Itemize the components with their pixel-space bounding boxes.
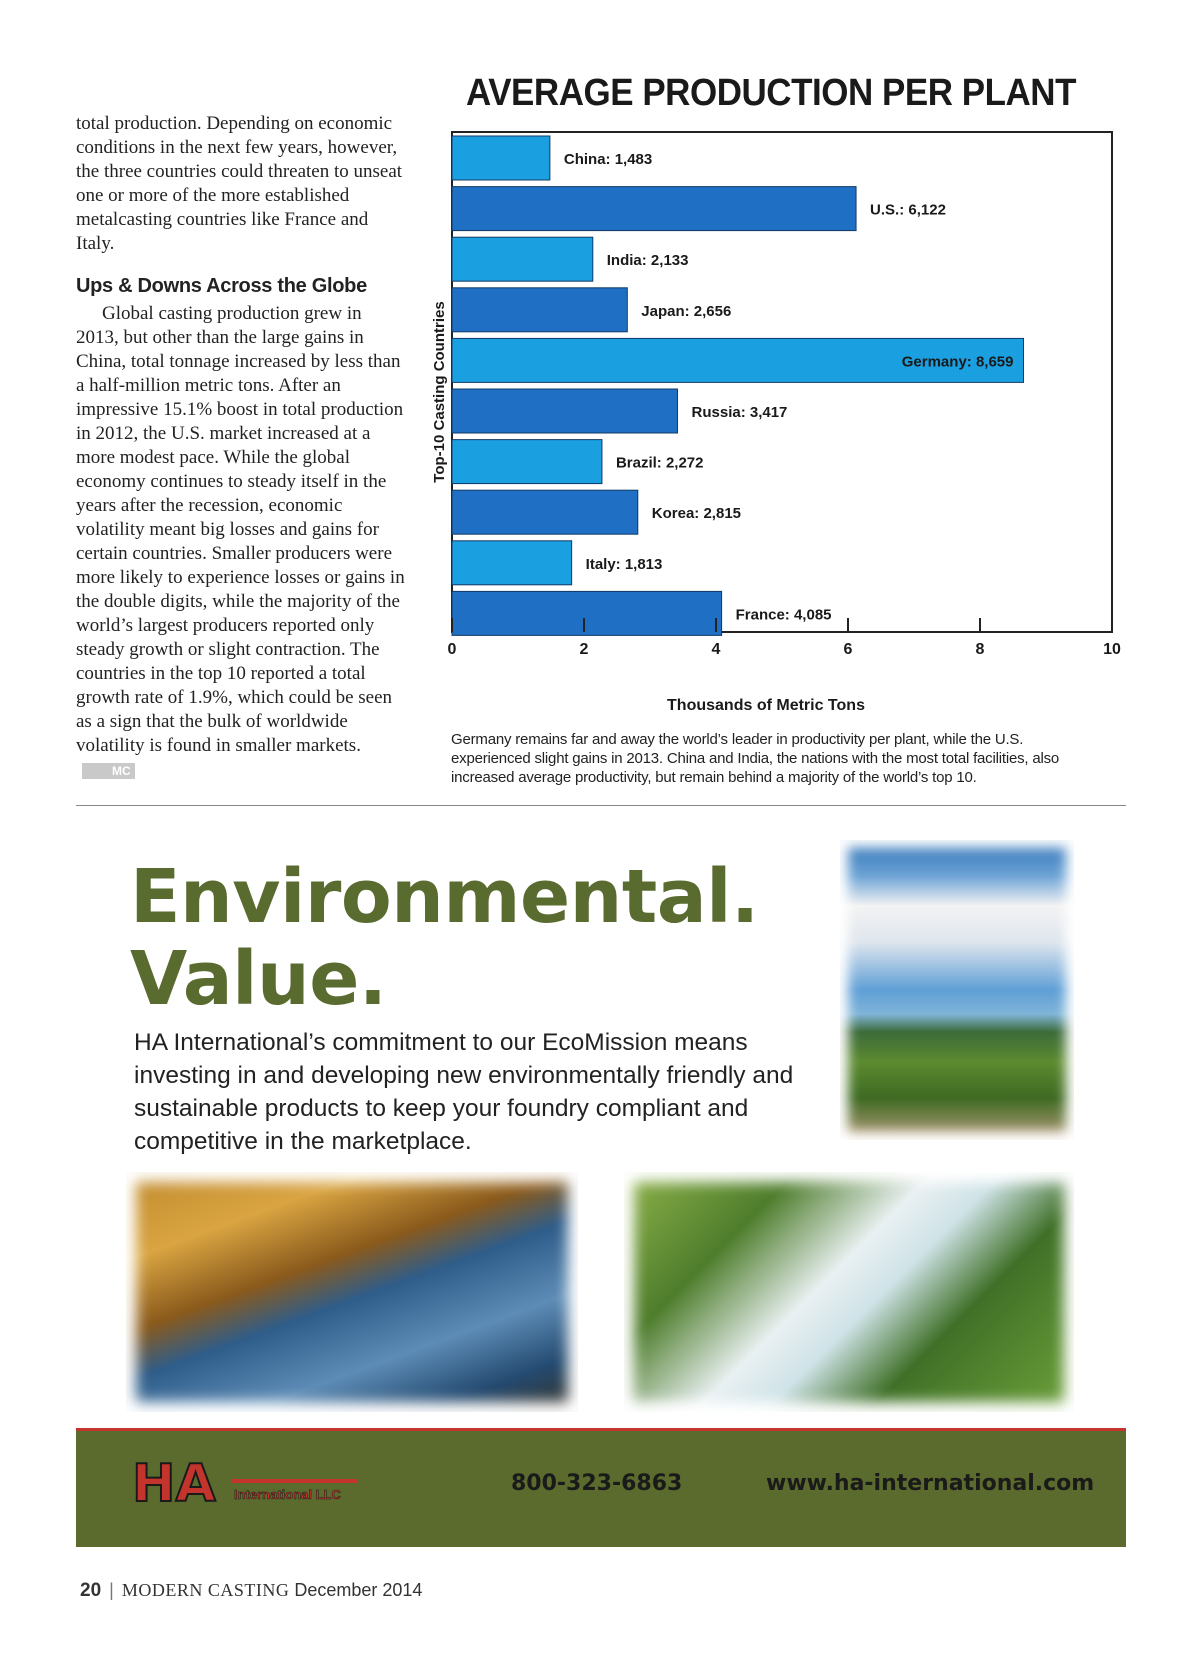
x-tick-label: 10 <box>1103 641 1121 658</box>
x-tick-label: 0 <box>447 641 457 658</box>
chart-caption: Germany remains far and away the world’s leader in productivity per plant, while the U.S. experienced slight gains in 2013. China and India, the nations with the most total facilities, also increased average productivity, but remain behind a majority of the world’s top 10. <box>451 731 1060 786</box>
ha-international-logo <box>132 1459 372 1507</box>
issue-date: December 2014 <box>294 1580 423 1600</box>
bar-label-japan: Japan: 2,656 <box>641 302 732 320</box>
page-number: 20 <box>80 1580 102 1601</box>
x-tick-label: 6 <box>843 641 853 658</box>
bar-label-india: India: 2,133 <box>606 252 689 270</box>
bar-label-us: U.S.: 6,122 <box>870 201 946 219</box>
section-divider <box>76 805 1126 806</box>
ad-headline-line2: Value. <box>130 936 387 1022</box>
production-bar-chart <box>430 130 1130 710</box>
x-tick-label: 4 <box>711 641 721 658</box>
logo-letters: HA <box>132 1459 216 1507</box>
x-tick-label: 2 <box>579 641 589 658</box>
article-paragraph-body <box>76 302 406 782</box>
bar-label-france: France: 4,085 <box>735 606 832 624</box>
logo-subtitle: International LLC <box>234 1487 341 1502</box>
bar-france <box>452 591 722 635</box>
bar-korea <box>452 490 638 534</box>
chart-title: AVERAGE PRODUCTION PER PLANT <box>466 72 1076 114</box>
waterfall-photo <box>624 1172 1074 1412</box>
ad-headline-line1: Environmental. <box>130 854 759 940</box>
chart-y-axis-label: Top-10 Casting Countries <box>431 301 448 483</box>
bar-us <box>452 187 856 231</box>
article-column <box>76 112 406 782</box>
ad-contact-bar <box>76 1428 1126 1547</box>
page-footer <box>80 1580 422 1602</box>
ad-body-text: HA International’s commitment to our EcoMission means investing in and developing new environmentally friendly and sustainable products to keep your foundry compliant and competitive in the marketplace. <box>134 1029 794 1155</box>
bar-japan <box>452 288 627 332</box>
bar-label-italy: Italy: 1,813 <box>585 555 663 573</box>
bar-china <box>452 136 550 180</box>
footer-separator: | <box>109 1580 114 1600</box>
article-subheading: Ups & Downs Across the Globe <box>76 275 367 297</box>
article-paragraph-text: Global casting production grew in 2013, but other than the large gains in China, total tonnage increased by less than a half-million metric tons. After an impressive 15.1% boost in total production in 2012, the U.S. market increased at a more modest pace. While the global economy continues to steady itself in the years after the recession, economic volatility meant big losses and gains for certain countries. Smaller producers were more likely to experience losses or gains in the double digits, while the majority of the world’s largest producers reported only steady growth or slight contraction. The countries in the top 10 reported a total growth rate of 1.9%, which could be seen as a sign that the bulk of worldwide volatility is found in smaller markets. <box>76 303 405 756</box>
ad-headline <box>130 856 759 1020</box>
logo-stripe <box>232 1479 357 1483</box>
bar-label-korea: Korea: 2,815 <box>651 505 742 523</box>
bar-label-russia: Russia: 3,417 <box>691 404 788 421</box>
bar-india <box>452 237 593 281</box>
ad-phone-number[interactable]: 800-323-6863 <box>511 1471 683 1496</box>
coastline-sunset-photo <box>126 1172 578 1412</box>
bar-label-brazil: Brazil: 2,272 <box>615 454 704 472</box>
chart-x-axis-label: Thousands of Metric Tons <box>667 697 865 710</box>
article-paragraph-intro: total production. Depending on economic conditions in the next few years, however, the three countries could threaten to unseat one or more of the more established metalcasting countries like France and Italy. <box>76 113 403 254</box>
bar-brazil <box>452 440 602 484</box>
bar-russia <box>452 389 678 433</box>
magazine-name: MODERN CASTING <box>121 1580 290 1600</box>
mountain-landscape-photo <box>840 840 1074 1140</box>
x-tick-label: 8 <box>975 641 985 658</box>
ad-website-link[interactable]: www.ha-international.com <box>766 1471 1095 1496</box>
bar-italy <box>452 541 572 585</box>
bar-label-china: China: 1,483 <box>563 151 653 168</box>
bar-label-germany: Germany: 8,659 <box>901 353 1014 371</box>
end-mark: MC <box>82 763 135 779</box>
